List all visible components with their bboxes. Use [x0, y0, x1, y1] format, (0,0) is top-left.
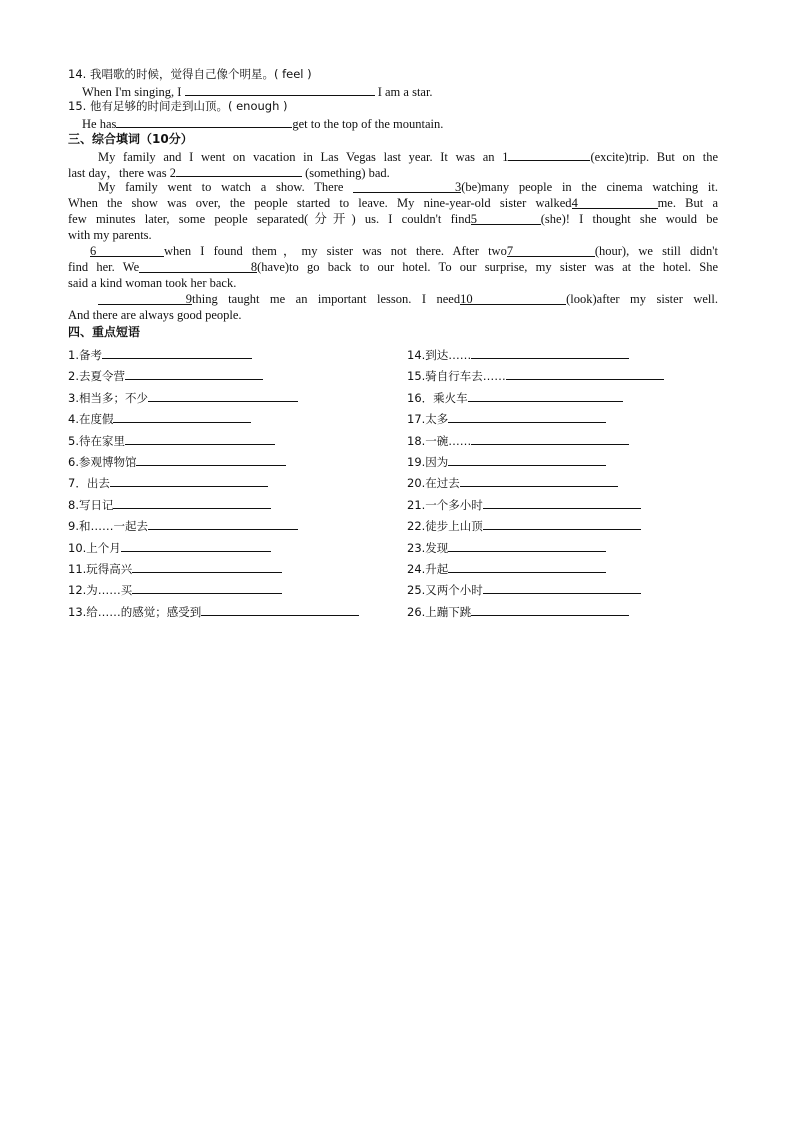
question-15-blank[interactable]	[116, 114, 292, 128]
section-3-title: 三、综合填词（10分）	[68, 132, 193, 146]
phrase-answer-blank[interactable]	[471, 432, 629, 445]
phrase-answer-blank[interactable]	[468, 389, 623, 402]
phrase-item	[68, 496, 359, 517]
worksheet-content	[68, 66, 718, 619]
passage-text: (excite)trip. But on the	[590, 150, 718, 164]
phrase-label: 12.为……买	[68, 583, 133, 598]
phrase-answer-blank[interactable]	[136, 453, 286, 466]
phrase-answer-blank[interactable]	[113, 496, 271, 509]
question-14-after: I am a star.	[374, 85, 433, 99]
phrase-answer-blank[interactable]	[132, 560, 282, 573]
phrase-label: 9.和……一起去	[68, 519, 148, 534]
phrase-label: 10.上个月	[68, 540, 121, 555]
phrase-item	[407, 603, 664, 624]
section-4-title: 四、重点短语	[68, 325, 141, 339]
phrase-label: 14.到达……	[407, 348, 472, 362]
phrase-answer-blank[interactable]	[102, 346, 252, 359]
question-14-answer-line	[68, 82, 718, 98]
phrase-label: 22.徒步上山顶	[407, 519, 483, 534]
phrase-answer-blank[interactable]	[448, 453, 606, 466]
phrase-label: 6.参观博物馆	[68, 454, 137, 469]
phrase-label: 17.太多	[407, 412, 449, 427]
passage-line-5	[68, 211, 718, 227]
blank-number: 7	[506, 244, 514, 258]
phrase-item	[68, 410, 359, 431]
passage-line-1	[68, 147, 718, 163]
phrase-item	[407, 581, 664, 602]
passage-text: with my parents.	[68, 228, 152, 242]
phrase-item	[68, 367, 359, 388]
passage-line-8	[68, 259, 718, 275]
phrase-answer-blank[interactable]	[132, 581, 282, 594]
phrase-column-right	[407, 346, 664, 624]
phrase-label: 5.待在家里	[68, 433, 125, 448]
phrase-item	[407, 517, 664, 538]
phrase-answer-blank[interactable]	[148, 389, 298, 402]
passage-line-6	[68, 227, 718, 243]
passage-line-4	[68, 195, 718, 211]
blank-number: 8	[250, 260, 258, 274]
question-14-blank[interactable]	[185, 82, 375, 96]
blank-number: 6	[90, 244, 97, 258]
blank-6[interactable]	[90, 243, 164, 257]
passage-text: (hour), we still didn't	[594, 244, 718, 258]
phrase-item	[68, 539, 359, 560]
blank-number: 5	[470, 212, 477, 226]
passage-text: My family and I went on vacation in Las Vegas last year. It was an 1	[98, 150, 509, 164]
phrase-item	[407, 496, 664, 517]
passage-text: My family went to watch a show. There	[98, 180, 354, 194]
phrase-label: 7．出去	[68, 476, 110, 491]
phrase-answer-blank[interactable]	[448, 410, 606, 423]
phrase-item	[68, 517, 359, 538]
phrase-label: 4.在度假	[68, 412, 114, 427]
passage-text: (she)! I thought she would be	[540, 212, 718, 226]
passage-line-10	[68, 291, 718, 307]
blank-5[interactable]	[471, 211, 541, 225]
blank-1[interactable]	[508, 147, 590, 161]
phrase-label: 23.发现	[407, 540, 449, 555]
blank-7[interactable]	[507, 243, 595, 257]
blank-number: 4	[571, 196, 578, 210]
passage-line-11	[68, 307, 718, 323]
phrase-answer-blank[interactable]	[448, 560, 606, 573]
passage-text: last day，there was 2	[68, 166, 176, 180]
blank-4[interactable]	[572, 195, 658, 209]
blank-number: 10	[460, 292, 473, 306]
phrase-answer-blank[interactable]	[483, 496, 641, 509]
phrase-item	[68, 389, 359, 410]
phrase-label: 21.一个多小时	[407, 497, 483, 512]
phrase-label: 20.在过去	[407, 476, 460, 491]
phrase-item	[407, 432, 664, 453]
passage-line-7	[68, 243, 718, 259]
passage-text: When the show was over, the people started to leave. My nine-year-old sister walked	[68, 196, 572, 210]
phrase-answer-blank[interactable]	[506, 367, 664, 380]
question-14-before: When I'm singing, I	[82, 85, 182, 99]
phrase-label: 16．乘火车	[407, 390, 468, 405]
phrase-label: 19.因为	[407, 454, 449, 469]
phrase-item	[407, 410, 664, 431]
phrase-item	[68, 560, 359, 581]
phrase-column-left	[68, 346, 359, 624]
phrase-label: 2.去夏令营	[68, 369, 125, 384]
phrase-item	[68, 474, 359, 495]
phrase-label: 1.备考	[68, 348, 102, 362]
blank-3[interactable]	[353, 179, 461, 193]
blank-number: 3	[454, 180, 462, 194]
phrase-item	[68, 432, 359, 453]
phrase-label: 8.写日记	[68, 497, 114, 512]
phrase-item	[68, 346, 359, 367]
blank-9[interactable]	[98, 291, 192, 305]
phrase-answer-blank[interactable]	[471, 603, 629, 616]
passage-text: when I found them，my sister was not there. After two	[164, 244, 507, 258]
phrase-answer-blank[interactable]	[460, 474, 618, 487]
phrase-item	[407, 474, 664, 495]
phrase-label: 11.玩得高兴	[68, 561, 133, 576]
blank-number: 9	[185, 292, 192, 306]
phrase-answer-blank[interactable]	[201, 603, 359, 616]
phrase-label: 24.升起	[407, 561, 449, 576]
passage-text: find her. We	[68, 260, 140, 274]
phrase-answer-blank[interactable]	[125, 432, 275, 445]
phrase-label: 25.又两个小时	[407, 583, 483, 598]
question-15-after: get to the top of the mountain.	[292, 117, 444, 131]
phrase-answer-blank[interactable]	[483, 517, 641, 530]
phrase-item	[68, 453, 359, 474]
phrase-item	[407, 560, 664, 581]
phrase-answer-blank[interactable]	[125, 367, 263, 380]
passage-text: said a kind woman took her back.	[68, 276, 237, 290]
passage-text: (look)after my sister well.	[566, 292, 718, 306]
question-15-answer-line	[68, 114, 718, 130]
blank-10[interactable]	[460, 291, 566, 305]
phrase-answer-blank[interactable]	[483, 581, 641, 594]
phrase-label: 15.骑自行车去……	[407, 369, 506, 384]
passage-text: And there are always good people.	[68, 308, 242, 322]
phrase-answer-blank[interactable]	[448, 539, 606, 552]
passage-line-3	[68, 179, 718, 195]
phrase-item	[407, 346, 664, 367]
passage-text: (something) bad.	[301, 166, 390, 180]
phrase-label: 26.上蹦下跳	[407, 604, 472, 619]
passage-text: me. But a	[657, 196, 718, 210]
phrase-answer-blank[interactable]	[471, 346, 629, 359]
passage-text: thing taught me an important lesson. I need	[192, 292, 461, 306]
question-15-before: He has	[82, 117, 117, 131]
passage-text: (be)many people in the cinema watching it.	[461, 180, 718, 194]
phrase-item	[407, 539, 664, 560]
phrase-item	[68, 581, 359, 602]
phrase-answer-blank[interactable]	[148, 517, 298, 530]
question-15-prompt: 15. 他有足够的时间走到山顶。( enough )	[68, 99, 288, 113]
question-14-prompt: 14. 我唱歌的时候，觉得自己像个明星。( feel )	[68, 67, 312, 81]
passage-line-2	[68, 163, 718, 179]
phrase-label: 13.给……的感觉；感受到	[68, 604, 202, 619]
blank-2[interactable]	[176, 163, 302, 177]
phrase-answer-blank[interactable]	[121, 539, 271, 552]
blank-8[interactable]	[139, 259, 257, 273]
phrase-answer-blank[interactable]	[110, 474, 268, 487]
phrase-label: 18.一碗……	[407, 433, 472, 448]
passage-text: (have)to go back to our hotel. To our surprise, my sister was at the hotel. She	[257, 260, 718, 274]
phrase-item	[407, 367, 664, 388]
phrase-item	[68, 603, 359, 624]
phrase-label: 3.相当多；不少	[68, 390, 148, 405]
passage-text: few minutes later, some people separated(分开) us. I couldn't find	[68, 212, 471, 226]
phrase-item	[407, 453, 664, 474]
phrase-answer-blank[interactable]	[113, 410, 251, 423]
passage-line-9	[68, 275, 718, 291]
phrase-item	[407, 389, 664, 410]
